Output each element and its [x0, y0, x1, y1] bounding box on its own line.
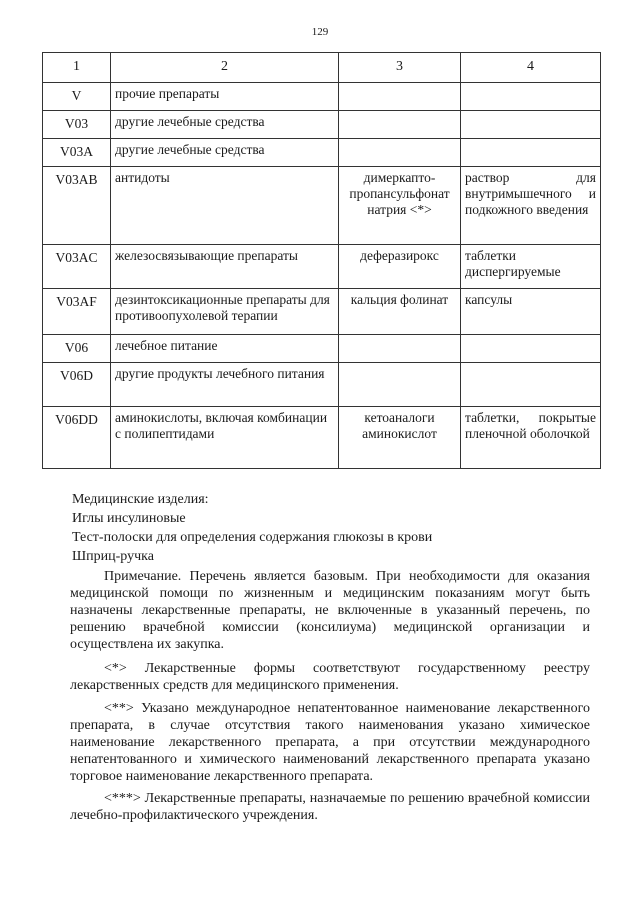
atc-code-cell: V06DD — [43, 407, 111, 469]
page-number: 129 — [311, 26, 329, 38]
table-row — [43, 289, 601, 335]
medical-devices-title: Медицинские изделия: — [72, 492, 209, 507]
drug-cell: деферазирокс — [339, 245, 461, 289]
drug-cell — [339, 83, 461, 111]
footnote-2-text: <**> Указано международное непатентованное наименование лекарственного препарата, в случае отсутствия такого наименования указано химическое наименование лекарственного препарата, а при отсутствии международного непатентованного и химического наименований лекарственного препарата указано торговое наименование лекарственного препарата. — [70, 701, 590, 784]
atc-code-cell: V06 — [43, 335, 111, 363]
group-cell: другие лечебные средства — [111, 111, 339, 139]
medical-devices-list — [72, 490, 432, 566]
table-row — [43, 83, 601, 111]
group-cell: другие продукты лечебного питания — [111, 363, 339, 407]
form-cell — [461, 335, 601, 363]
drug-cell: кальция фолинат — [339, 289, 461, 335]
footnote-1 — [70, 660, 590, 694]
footnote-2 — [70, 700, 590, 785]
table-row — [43, 139, 601, 167]
form-cell: раствор для внутримышечного и подкожного введения — [461, 167, 601, 245]
drug-cell — [339, 363, 461, 407]
table-row — [43, 111, 601, 139]
footnote-1-text: <*> Лекарственные формы соответствуют государственному реестру лекарственных средств для медицинского применения. — [70, 661, 590, 693]
atc-code-cell: V03AC — [43, 245, 111, 289]
form-cell: капсулы — [461, 289, 601, 335]
table-row — [43, 245, 601, 289]
table-header-row — [43, 53, 601, 83]
drug-cell — [339, 139, 461, 167]
list-item: Иглы инсулиновые — [72, 511, 186, 526]
table-row — [43, 407, 601, 469]
group-cell: дезинтоксикационные препараты для противоопухолевой терапии — [111, 289, 339, 335]
drug-cell — [339, 335, 461, 363]
atc-code-cell: V03 — [43, 111, 111, 139]
form-cell: таблетки диспергируемые — [461, 245, 601, 289]
atc-code-cell: V03AB — [43, 167, 111, 245]
main-note — [70, 568, 590, 653]
group-cell: лечебное питание — [111, 335, 339, 363]
header-cell-1: 1 — [43, 53, 111, 83]
drug-table — [42, 52, 601, 469]
atc-code-cell: V06D — [43, 363, 111, 407]
footnote-3 — [70, 790, 590, 824]
form-cell — [461, 139, 601, 167]
group-cell: железосвязывающие препараты — [111, 245, 339, 289]
form-cell — [461, 111, 601, 139]
group-cell: другие лечебные средства — [111, 139, 339, 167]
list-item: Шприц-ручка — [72, 549, 154, 564]
table-row — [43, 167, 601, 245]
atc-code-cell: V03AF — [43, 289, 111, 335]
header-cell-4: 4 — [461, 53, 601, 83]
group-cell: антидоты — [111, 167, 339, 245]
header-cell-3: 3 — [339, 53, 461, 83]
table-row — [43, 363, 601, 407]
header-cell-2: 2 — [111, 53, 339, 83]
drug-cell — [339, 111, 461, 139]
form-cell: таблетки, покрытые пленочной оболочкой — [461, 407, 601, 469]
footnote-3-text: <***> Лекарственные препараты, назначаемые по решению врачебной комиссии лечебно-профилактического учреждения. — [70, 791, 590, 823]
main-note-text: Примечание. Перечень является базовым. При необходимости для оказания медицинской помощи по жизненным и медицинским показаниям могут быть назначены лекарственные препараты, не включенные в указанный перечень, по решению врачебной комиссии (консилиума) медицинской организации и осуществлена их закупка. — [70, 569, 590, 652]
form-cell — [461, 363, 601, 407]
group-cell: прочие препараты — [111, 83, 339, 111]
drug-cell: кетоаналоги аминокислот — [339, 407, 461, 469]
form-cell — [461, 83, 601, 111]
list-item: Тест-полоски для определения содержания глюкозы в крови — [72, 530, 433, 545]
atc-code-cell: V03A — [43, 139, 111, 167]
drug-cell: димеркапто-пропансульфонат натрия <*> — [339, 167, 461, 245]
atc-code-cell: V — [43, 83, 111, 111]
table-row — [43, 335, 601, 363]
group-cell: аминокислоты, включая комбинации с полипептидами — [111, 407, 339, 469]
